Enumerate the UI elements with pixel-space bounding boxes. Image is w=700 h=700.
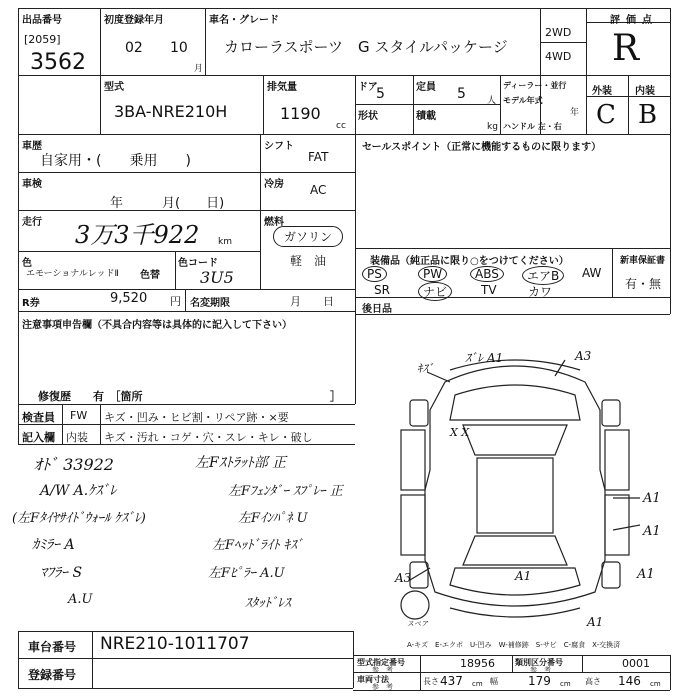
repair-end: ］ <box>330 390 341 403</box>
car-name-label: 車名・グレード <box>209 15 279 26</box>
shift-value: FAT <box>308 150 329 164</box>
note-fender: 左Fﾌｪﾝﾀﾞｰ ｽﾌﾟﾚｰ 正 <box>228 484 343 499</box>
type-spec-label: 型式指定番号 <box>357 658 405 667</box>
first-reg-month-unit: 月 <box>194 64 204 74</box>
mark-zure-a1: ｽﾞﾚ A1 <box>465 351 504 365</box>
size-label: 車両寸法 <box>357 675 389 684</box>
recycle-unit: 円 <box>170 295 181 308</box>
lot-sub: [2059] <box>24 33 61 46</box>
warranty-label: 新車保証書 <box>620 256 666 266</box>
note-muffler: ﾏﾌﾗｰ S <box>40 565 83 581</box>
type-spec-sub: 参 考 <box>372 666 393 674</box>
class-value: 0001 <box>622 657 650 670</box>
note-strut: 左Fｽﾄﾗｯﾄ部 正 <box>195 455 287 471</box>
model-year-unit: 年 <box>570 108 580 118</box>
chassis-value: NRE210-1011707 <box>100 634 250 654</box>
model-value: 3BA-NRE210H <box>114 102 228 121</box>
fw-text: キズ・凹み・ヒビ割・リペア跡・×要 <box>104 411 289 424</box>
car-damage-diagram <box>355 330 685 630</box>
notes-label: 注意事項申告欄（不具合内容等は具体的に記入して下さい） <box>22 320 292 331</box>
class-sub: 参 考 <box>530 666 551 674</box>
mark-a1-rear: A1 <box>515 569 532 583</box>
cc-label: 排気量 <box>267 82 297 93</box>
note-studless: ｽﾀｯﾄﾞﾚｽ <box>245 596 291 611</box>
inspection-value: 年 月( 日) <box>110 196 225 211</box>
drive-2wd: 2WD <box>545 26 572 39</box>
color-name: エモーショナルレッドⅡ <box>26 269 119 279</box>
sales-point-label: セールスポイント（正常に機能するものに限ります） <box>362 142 602 153</box>
equip-leather: カワ <box>528 285 553 299</box>
capacity-value: 5 <box>457 86 466 102</box>
mark-kizu: ｷｽﾞ <box>417 362 434 375</box>
length-unit: cm <box>472 680 483 688</box>
equip-navi: ナビ <box>418 282 452 301</box>
inspection-label: 車検 <box>22 179 42 190</box>
history-label: 車歴 <box>22 141 42 152</box>
fuel-light: 軽 油 <box>290 254 327 268</box>
width-value: 179 <box>528 674 551 688</box>
note-innerpanel: 左Fｲﾝﾊﾟﾈ U <box>238 511 308 526</box>
interior-label: 内装 <box>635 86 655 97</box>
color-code: 3U5 <box>200 268 234 287</box>
car-name: カローラスポーツ G スタイルパッケージ <box>224 38 508 56</box>
post-items-label: 後日品 <box>362 304 392 315</box>
model-year-label: モデル年式 <box>503 96 543 105</box>
mark-a3-top: A3 <box>575 349 592 363</box>
equip-sr: SR <box>374 283 390 297</box>
first-reg-month: 10 <box>170 40 188 56</box>
mileage-label: 走行 <box>22 217 42 228</box>
load-unit: kg <box>487 122 498 132</box>
record-label: 記入欄 <box>22 431 55 444</box>
fuel-gasoline: ガソリン <box>273 226 343 247</box>
score-label: 評価点 <box>610 15 658 26</box>
capacity-unit: 人 <box>487 96 497 106</box>
equip-label: 装備品（純正品に限り○をつけてください） <box>370 256 569 267</box>
exterior-grade: C <box>596 100 616 130</box>
width-label: 幅 <box>490 677 498 686</box>
height-value: 146 <box>618 674 641 688</box>
int-label: 内装 <box>66 431 88 444</box>
shape-label: 形状 <box>358 111 378 122</box>
color-change-label: 色替 <box>140 270 160 281</box>
note-au: A.U <box>68 592 93 607</box>
first-reg-year: 02 <box>125 40 143 56</box>
int-text: キズ・汚れ・コゲ・穴・スレ・キレ・破し <box>104 431 313 444</box>
height-label: 高さ <box>585 677 601 686</box>
recycle-label: R券 <box>22 298 40 309</box>
equip-tv: TV <box>481 283 497 297</box>
width-unit: cm <box>560 680 571 688</box>
size-sub: 参 考 <box>372 683 393 691</box>
height-unit: cm <box>650 680 661 688</box>
warranty-value: 有・無 <box>625 277 662 291</box>
mileage-value: 3万3千922 <box>75 221 200 249</box>
load-label: 積載 <box>416 111 436 122</box>
mark-a1-right2: A1 <box>643 524 661 539</box>
equip-abs: ABS <box>470 266 504 282</box>
equip-airbag: エアB <box>522 266 564 285</box>
cc-value: 1190 <box>280 104 321 123</box>
fw-label: FW <box>70 409 88 422</box>
spare-label: スペア <box>407 620 428 628</box>
interior-grade: B <box>638 100 658 130</box>
color-label: 色 <box>22 258 32 269</box>
lot-number: 3562 <box>30 50 86 75</box>
note-odo: ｵﾄﾞ 33922 <box>34 455 114 474</box>
mileage-unit: km <box>218 237 232 247</box>
length-value: 437 <box>440 674 463 688</box>
model-label: 型式 <box>104 82 124 93</box>
lot-label: 出品番号 <box>22 15 62 26</box>
cc-unit: cc <box>336 121 346 131</box>
equip-ps: PS <box>362 266 387 282</box>
chassis-label: 車台番号 <box>28 640 77 654</box>
note-headlight: 左Fﾍｯﾄﾞﾗｲﾄ ｷｽﾞ <box>212 538 304 553</box>
color-code-label: 色コード <box>178 258 218 269</box>
note-tire: (左Fﾀｲﾔｻｲﾄﾞｳｫｰﾙ ｹｽﾞﾚ) <box>12 511 146 526</box>
ac-value: AC <box>310 183 327 197</box>
regno-label: 登録番号 <box>28 668 77 682</box>
fuel-label: 燃料 <box>264 217 284 228</box>
doors-value: 5 <box>376 86 385 102</box>
capacity-label: 定員 <box>416 82 436 93</box>
equip-pw: PW <box>418 266 447 282</box>
note-aw: A/W A.ｹｽﾞﾚ <box>40 483 117 499</box>
first-reg-label: 初度登録年月 <box>104 15 164 26</box>
damage-legend: A-キズ E-エクボ U-凹み W-補修跡 S-サビ C-腐食 X-交換済 <box>407 641 621 649</box>
length-label: 長さ <box>423 677 439 686</box>
score-value: R <box>612 28 640 69</box>
exterior-label: 外装 <box>592 86 612 97</box>
repair-label: 修復歴 有 ［箇所 <box>38 390 143 403</box>
shift-label: シフト <box>264 141 294 152</box>
drive-4wd: 4WD <box>545 50 572 63</box>
mark-xx: X X <box>450 426 470 439</box>
mark-a1-right3: A1 <box>637 567 655 582</box>
mark-a3-left: A3 <box>395 571 412 585</box>
doors-label: ドア <box>358 82 378 93</box>
equip-aw: AW <box>582 266 602 280</box>
inspector-label: 検査員 <box>22 411 55 424</box>
title-expiry-label: 名変期限 <box>190 298 230 309</box>
history-value: 自家用・( 乗用 ) <box>40 153 191 169</box>
note-pillar: 左Fﾋﾟﾗｰ A.U <box>208 566 285 581</box>
mark-a1-bottom: A1 <box>587 615 604 629</box>
class-label: 類別区分番号 <box>515 658 563 667</box>
recycle-value: 9,520 <box>110 291 148 306</box>
title-expiry-value: 月 日 <box>290 295 334 308</box>
type-spec-value: 18956 <box>460 657 495 670</box>
note-mirror: ｶﾐﾗｰ A <box>32 537 75 553</box>
ac-label: 冷房 <box>264 179 284 190</box>
mark-a1-right1: A1 <box>643 491 661 506</box>
dealer-label: ディーラー・並行 <box>503 81 567 90</box>
handle-label: ハンドル 左・右 <box>503 122 562 131</box>
